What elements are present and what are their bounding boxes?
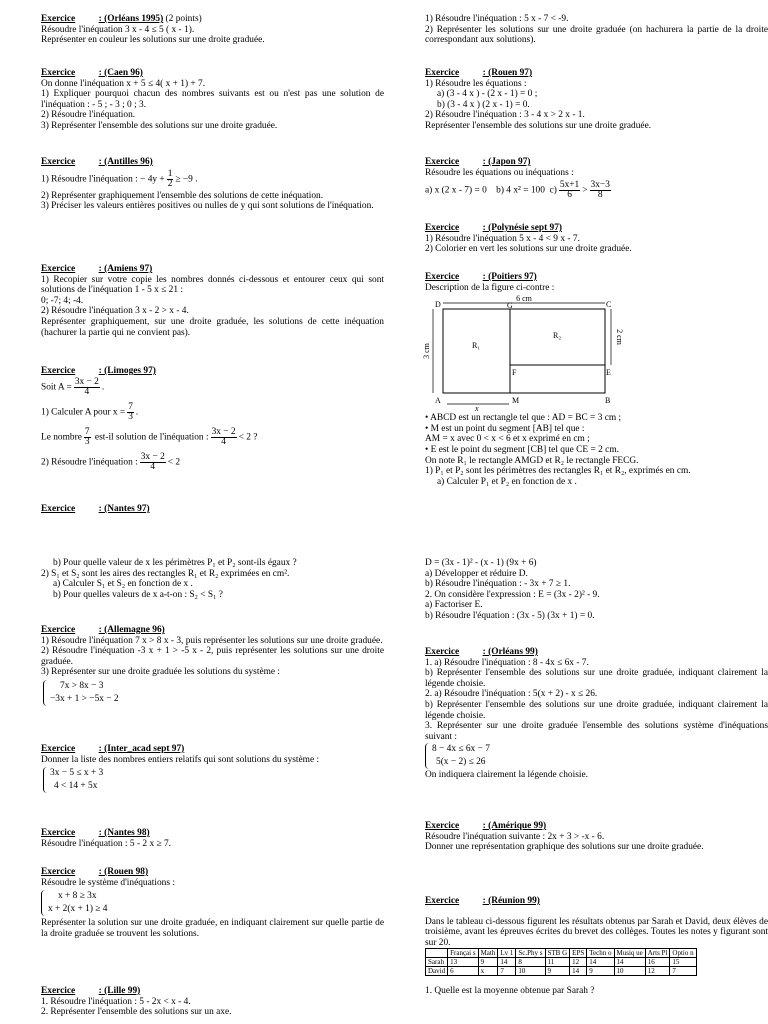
fraction: $\frac{1}{2}$	[167, 168, 173, 189]
exercise-orleans-99: Exercice : (Orléans 99) 1. a) Résoudre l'inéquation : 8 - 4x ≤ 6x - 7. b) Représenter l'ensemble des solutions sur une droite graduée, indiquant clairement la légende choisie. 2. a) Résoudre l'inéquation : 5(x + 2) - x ≤ 26. b) Représenter l'ensemble des solutions sur une droite graduée, indiquant clairement la légende choisie. 3. Représenter sur une droite graduée l'ensemble des solutions système d'inéquations suivant : 8 − 4x ≤ 6x − 7 5(x − 2) ≤ 26 On indiquera clairement la légende choisie.	[425, 647, 768, 781]
table-cell: 12	[645, 967, 670, 976]
table-cell: x	[478, 967, 498, 976]
exercise-heading: Exercice : (Amérique 99)	[425, 821, 547, 831]
inequality-system: x + 8 ≥ 3x x + 2(x + 1) ≥ 4	[41, 890, 107, 916]
exercise-heading: Exercice : (Nantes 97)	[41, 504, 150, 514]
table-header-cell: Optio n	[670, 949, 696, 958]
table-cell: 9	[587, 967, 614, 976]
table-cell: 14	[498, 958, 516, 967]
exercise-lille-99: Exercice : (Lille 99) 1. Résoudre l'inéquation : 5 - 2x < x - 4. 2. Représenter l'ensemble des solutions sur un axe.	[41, 986, 384, 1018]
exercise-nantes-98: Exercice : (Nantes 98) Résoudre l'inéquation : 5 - 2 x ≥ 7.	[41, 828, 384, 849]
table-header-cell: Françai s	[448, 949, 478, 958]
dim-top-label: 6 cm	[516, 294, 532, 304]
table-header-cell: Sc.Phy s	[516, 949, 545, 958]
table-cell: 10	[614, 967, 645, 976]
rectangle-figure	[422, 293, 625, 414]
exercise-heading: Exercice : (Réunion 99)	[425, 896, 540, 906]
point-e-label: E	[606, 368, 611, 378]
table-row	[426, 967, 697, 976]
table-cell: 13	[448, 958, 478, 967]
point-a-label: A	[435, 396, 441, 406]
grades-table	[425, 948, 697, 976]
table-header-cell: Techn o	[587, 949, 614, 958]
exercise-heading: Exercice : (Polynésie sept 97)	[425, 223, 563, 233]
exercise-antilles-96: Exercice : (Antilles 96) 1) Résoudre l'inéquation : − 4y + $\frac{1}{2}$ ≥ −9 . 2) Représenter graphiquement l'ensemble des solutions de cette inéquation. 3) Préciser les valeurs entières positives ou nulles de y qui sont solutions de l'inéquation.	[41, 157, 384, 212]
exercise-heading: Exercice : (Orléans 1995) (2 points)	[41, 14, 202, 24]
table-cell: 14	[570, 967, 587, 976]
exercise-allemagne-96: Exercice : (Allemagne 96) 1) Résoudre l'inéquation 7 x > 8 x - 3, puis représenter les solutions sur une droite graduée. 2) Résoudre l'inéquation -3 x + 1 > -5 x - 2, puis représenter les solutions sur une droite graduée. 3) Représenter sur une droite graduée les solutions du système : 7x > 8x − 3 −3x + 1 > −5x − 2	[41, 625, 384, 704]
fraction: $\frac{3x - 2}{4}$	[140, 451, 165, 472]
dim-left-label: 3 cm	[422, 343, 431, 360]
point-m-label: M	[512, 396, 520, 406]
table-header-cell: STB G	[545, 949, 570, 958]
exercise-heading: Exercice : (Rouen 97)	[425, 68, 533, 78]
table-row	[426, 958, 697, 967]
table-cell: David	[426, 967, 448, 976]
exercise-nantes-97	[41, 504, 384, 515]
table-cell: Sarah	[426, 958, 448, 967]
table-cell: 10	[516, 967, 545, 976]
exercise-heading: Exercice : (Allemagne 96)	[41, 625, 165, 635]
inequality-system: 7x > 8x − 3 −3x + 1 > −5x − 2	[43, 680, 119, 706]
point-f-label: F	[512, 368, 517, 378]
table-header-cell	[426, 949, 448, 958]
exercise-continuation: 1) Résoudre l'inéquation : 5 x - 7 < -9. 2) Représenter les solutions sur une droite graduée (on hachurera la partie de la droite correspondant aux solutions).	[425, 14, 768, 46]
exercise-heading: Exercice : (Inter_acad sept 97)	[41, 744, 185, 754]
exercise-reunion-99: Exercice : (Réunion 99) Dans le tableau ci-dessous figurent les résultats obtenus par Sarah et David, deux élèves de troisième, avant les épreuves écrites du brevet des collèges. Toutes les notes y figurant sont sur 20. Françai s Math Lv 1 Sc.Phy s STB G EPS Techn o Musiq ue Arts Pl Optio n Sarah 13 9 14 8 11 12 14 14 16 15 David 6 x 7 10 9 14 9 10 12 7 1. Quelle est la moyenne obtenue par Sarah ?	[425, 896, 768, 997]
exercise-continuation: D = (3x - 1)² - (x - 1) (9x + 6) a) Développer et réduire D. b) Résoudre l'inéquation : - 3x + 7 ≥ 1. 2. On considère l'expression : E = (3x - 2)² - 9. a) Factoriser E. b) Résoudre l'équation : (3x - 5) (3x + 1) = 0.	[425, 558, 600, 621]
inequality-system: 3x − 5 ≤ x + 3 4 < 14 + 5x	[43, 767, 103, 793]
exercise-caen-96: Exercice : (Caen 96) On donne l'inéquation x + 5 ≤ 4( x + 1) + 7. 1) Expliquer pourquoi chacun des nombres suivants est ou n'est pas une solution de l'inéquation : - 5 ; - 3 ; 0 ; 3. 2) Résoudre l'inéquation. 3) Représenter l'ensemble des solutions sur une droite graduée.	[41, 68, 384, 131]
point-g-label: G	[507, 301, 513, 311]
exercise-orleans-1995: Exercice : (Orléans 1995) (2 points) Résoudre l'inéquation 3 x - 4 ≤ 5 ( x - 1). Représenter en couleur les solutions sur une droite graduée.	[41, 14, 384, 46]
variable-x-label: x	[475, 404, 479, 414]
fraction: $\frac{5x+1}{6}$	[559, 180, 580, 201]
table-cell: 14	[614, 958, 645, 967]
exercise-heading: Exercice : (Rouen 98)	[41, 867, 149, 877]
table-cell: 7	[670, 967, 696, 976]
exercise-japon-97: Exercice : (Japon 97) Résoudre les équations ou inéquations : a) x (2 x - 7) = 0 b) 4 x² = 100 c) $\frac{5x+1}{6}$ > $\frac{3x-3}{8}$	[425, 157, 768, 200]
region-r2-label: R₂	[553, 331, 562, 341]
exercise-heading: Exercice : (Limoges 97)	[41, 366, 156, 376]
table-cell: 6	[448, 967, 478, 976]
exercise-heading: Exercice : (Orléans 99)	[425, 647, 538, 657]
table-cell: 7	[498, 967, 516, 976]
exercise-polynesie-97: Exercice : (Polynésie sept 97) 1) Résoudre l'inéquation 5 x - 4 < 9 x - 7. 2) Colorier en vert les solutions sur une droite graduée.	[425, 223, 768, 255]
exercise-heading: Exercice : (Lille 99)	[41, 986, 141, 996]
table-cell: 16	[645, 958, 670, 967]
dim-right-label: 2 cm	[615, 329, 624, 346]
table-cell: 11	[545, 958, 570, 967]
exercise-heading: Exercice : (Poitiers 97)	[425, 272, 537, 282]
table-header-row	[426, 949, 697, 958]
fraction: $\frac{7}{3}$	[84, 426, 90, 447]
exercise-heading: Exercice : (Antilles 96)	[41, 157, 153, 167]
table-cell: 9	[545, 967, 570, 976]
exercise-continuation: b) Pour quelle valeur de x les périmètres P₁ et P₂ sont-ils égaux ? 2) S₁ et S₂ sont les aires des rectangles R₁ et R₂ exprimées en cm². a) Calculer S₁ et S₂ en fonction de x . b) Pour quelles valeurs de x a-t-on : S₂ < S₁ ?	[41, 558, 297, 600]
table-header-cell: Musiq ue	[614, 949, 645, 958]
table-header-cell: Lv 1	[498, 949, 516, 958]
exercise-rouen-98: Exercice : (Rouen 98) Résoudre le système d'inéquations : x + 8 ≥ 3x x + 2(x + 1) ≥ 4 Représenter la solution sur une droite graduée, en indiquant clairement sur quelle partie de la droite graduée se trouvent les solutions.	[41, 867, 384, 939]
table-cell: 12	[570, 958, 587, 967]
exercise-rouen-97: Exercice : (Rouen 97) 1) Résoudre les équations : a) (3 - 4 x ) - (2 x - 1) = 0 ; b) (3 - 4 x ) (2 x - 1) = 0. 2) Résoudre l'inéquation : 3 - 4 x > 2 x - 1. Représenter l'ensemble des solutions sur une droite graduée.	[425, 68, 768, 132]
exercise-inter-acad-97: Exercice : (Inter_acad sept 97) Donner la liste des nombres entiers relatifs qui sont solutions du système : 3x − 5 ≤ x + 3 4 < 14 + 5x	[41, 744, 384, 793]
point-b-label: B	[605, 396, 611, 406]
table-header-cell: Arts Pl	[645, 949, 670, 958]
table-cell: 9	[478, 958, 498, 967]
exercise-poitiers-97: Exercice : (Poitiers 97) Description de la figure ci-contre : 6 cm 3 cm 2 cm D G C R₁ R₂ F E A M B x • ABCD est un rectangle tel que : AD = BC = 3 cm ; • M est un point du segment [AB] tel que : AM = x avec 0 < x < 6 et x exprimé en cm ; • E est le point du segment [CB] tel que CE = 2 cm. On note R₁ le rectangle AMGD et R₂ le rectangle FECG. 1) P₁ et P₂ sont les périmètres des rectangles R₁ et R₂, exprimés en cm. a) Calculer P₁ et P₂ en fonction de x .	[425, 272, 768, 487]
fraction: $\frac{3x - 2}{4}$	[74, 376, 99, 397]
region-r1-label: R₁	[472, 341, 481, 351]
exercise-limoges-97: Exercice : (Limoges 97) Soit A = $\frac{3x - 2}{4}$ . 1) Calculer A pour x = $\frac{7}{3}$ . Le nombre $\frac{7}{3}$ est-il solution de l'inéquation : $\frac{3x - 2}{4}$ < 2 ? 2) Résoudre l'inéquation : $\frac{3x - 2}{4}$ < 2	[41, 366, 384, 478]
fraction: $\frac{3x - 2}{4}$	[211, 426, 236, 447]
table-cell: 8	[516, 958, 545, 967]
inequality-system: 8 − 4x ≤ 6x − 7 5(x − 2) ≤ 26	[425, 743, 490, 769]
exercise-amiens-97: Exercice : (Amiens 97) 1) Recopier sur votre copie les nombres donnés ci-dessous et entourer ceux qui sont solutions de l'inéquation 1 - 5 x ≤ 21 : 0; -7; 4; -4. 2) Résoudre l'inéquation 3 x - 2 > x - 4. Représenter graphiquement, sur une droite graduée, les solutions de cette inéquation (hachurer la partie qui ne convient pas).	[41, 264, 384, 338]
exercise-heading: Exercice : (Caen 96)	[41, 68, 143, 78]
table-header-cell: Math	[478, 949, 498, 958]
point-d-label: D	[435, 300, 441, 310]
point-c-label: C	[606, 300, 612, 310]
table-cell: 14	[587, 958, 614, 967]
fraction: $\frac{3x-3}{8}$	[590, 180, 610, 201]
table-header-cell: EPS	[570, 949, 587, 958]
exercise-heading: Exercice : (Japon 97)	[425, 157, 531, 167]
exercise-heading: Exercice : (Amiens 97)	[41, 264, 153, 274]
table-cell: 15	[670, 958, 696, 967]
fraction: $\frac{7}{3}$	[128, 401, 133, 422]
exercise-heading: Exercice : (Nantes 98)	[41, 828, 150, 838]
exercise-amerique-99: Exercice : (Amérique 99) Résoudre l'inéquation suivante : 2x + 3 > -x - 6. Donner une représentation graphique des solutions sur une droite graduée.	[425, 821, 768, 853]
rectangle-abcd	[443, 309, 605, 393]
